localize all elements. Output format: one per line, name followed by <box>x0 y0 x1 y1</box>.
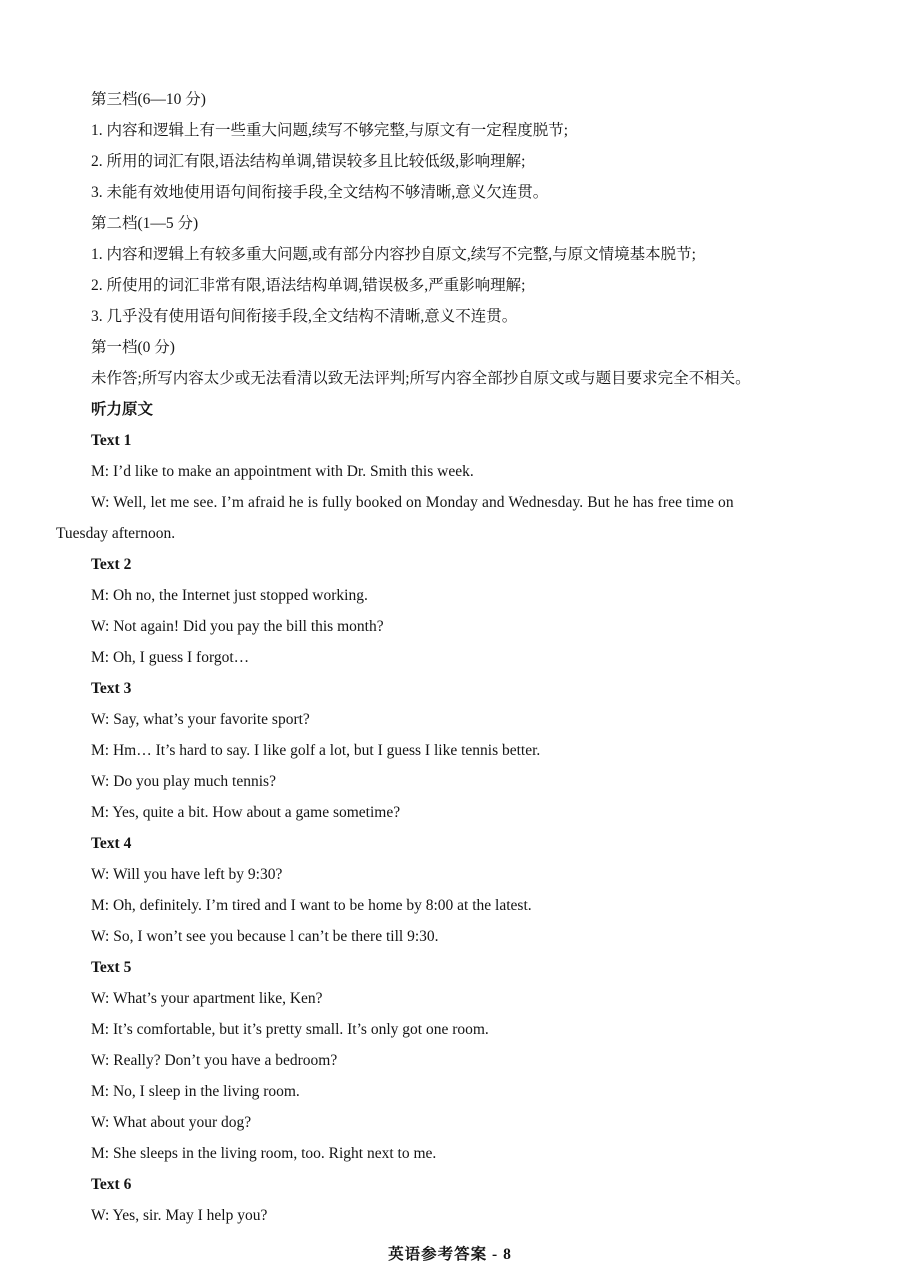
dialogue-line: W: Well, let me see. I’m afraid he is fully booked on Monday and Wednesday. But he has free time on <box>91 494 734 511</box>
dialogue-line: W: What’s your apartment like, Ken? <box>91 990 323 1007</box>
text-label: Text 5 <box>91 959 132 976</box>
text-label: Text 1 <box>91 432 132 449</box>
dialogue-line: M: Hm… It’s hard to say. I like golf a lot, but I guess I like tennis better. <box>91 742 541 759</box>
dialogue-line: M: No, I sleep in the living room. <box>91 1083 300 1100</box>
dialogue-line: W: Say, what’s your favorite sport? <box>91 711 310 728</box>
text-label: Text 6 <box>91 1176 132 1193</box>
dialogue-line: W: Yes, sir. May I help you? <box>91 1207 268 1224</box>
dialogue-line: M: It’s comfortable, but it’s pretty small. It’s only got one room. <box>91 1021 489 1038</box>
dialogue-line: W: Do you play much tennis? <box>91 773 276 790</box>
dialogue-line: M: Yes, quite a bit. How about a game sometime? <box>91 804 401 821</box>
dialogue-line: W: Will you have left by 9:30? <box>91 866 283 883</box>
band3-item-1: 1. 内容和逻辑上有一些重大问题,续写不够完整,与原文有一定程度脱节; <box>91 122 569 139</box>
dialogue-line: M: Oh no, the Internet just stopped working. <box>91 587 368 604</box>
text-label: Text 4 <box>91 835 132 852</box>
band3-item-3: 3. 未能有效地使用语句间衔接手段,全文结构不够清晰,意义欠连贯。 <box>91 184 549 201</box>
dialogue-line: W: Not again! Did you pay the bill this month? <box>91 618 384 635</box>
dialogue-line: W: Really? Don’t you have a bedroom? <box>91 1052 338 1069</box>
band1-heading: 第一档(0 分) <box>91 339 175 356</box>
text-label: Text 3 <box>91 680 132 697</box>
band2-item-2: 2. 所使用的词汇非常有限,语法结构单调,错误极多,严重影响理解; <box>91 277 526 294</box>
dialogue-line-continued: Tuesday afternoon. <box>56 525 176 542</box>
band2-item-1: 1. 内容和逻辑上有较多重大问题,或有部分内容抄自原文,续写不完整,与原文情境基本脱节; <box>91 246 696 263</box>
dialogue-line: W: So, I won’t see you because l can’t be there till 9:30. <box>91 928 439 945</box>
transcript-title: 听力原文 <box>91 401 154 418</box>
band3-item-2: 2. 所用的词汇有限,语法结构单调,错误较多且比较低级,影响理解; <box>91 153 526 170</box>
dialogue-line: M: Oh, definitely. I’m tired and I want to be home by 8:00 at the latest. <box>91 897 532 914</box>
band2-item-3: 3. 几乎没有使用语句间衔接手段,全文结构不清晰,意义不连贯。 <box>91 308 518 325</box>
dialogue-line: M: She sleeps in the living room, too. Right next to me. <box>91 1145 437 1162</box>
text-label: Text 2 <box>91 556 132 573</box>
band1-text: 未作答;所写内容太少或无法看清以致无法评判;所写内容全部抄自原文或与题目要求完全不相关。 <box>91 370 751 387</box>
band3-heading: 第三档(6—10 分) <box>91 91 206 108</box>
band2-heading: 第二档(1—5 分) <box>91 215 199 232</box>
dialogue-line: W: What about your dog? <box>91 1114 252 1131</box>
dialogue-line: M: Oh, I guess I forgot… <box>91 649 250 666</box>
page-footer: 英语参考答案 - 8 <box>388 1246 512 1263</box>
dialogue-line: M: I’d like to make an appointment with Dr. Smith this week. <box>91 463 474 480</box>
